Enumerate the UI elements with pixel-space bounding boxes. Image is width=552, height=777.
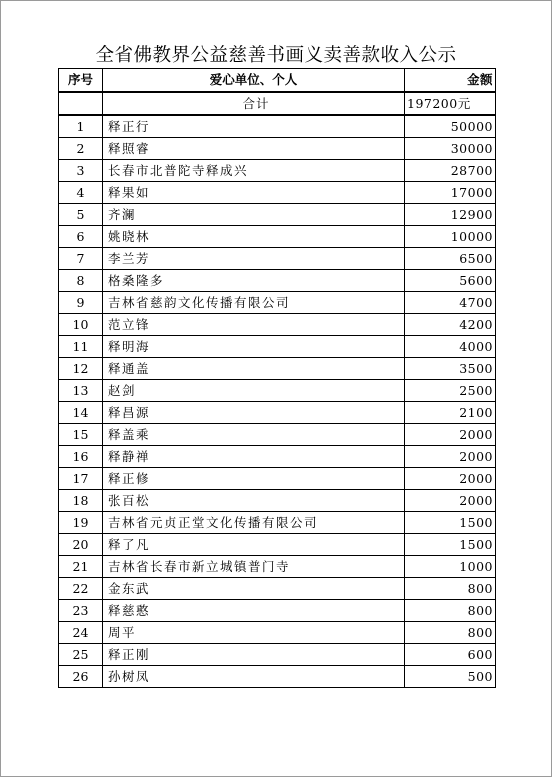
row-seq: 11: [59, 336, 103, 358]
row-amount: 1500: [405, 512, 496, 534]
table-row: [59, 666, 496, 688]
table-row: [59, 402, 496, 424]
row-donor: 吉林省长春市新立城镇普门寺: [103, 556, 405, 578]
row-seq: 10: [59, 314, 103, 336]
header-seq: 序号: [59, 69, 103, 93]
table-row: [59, 358, 496, 380]
row-donor: 姚晓林: [103, 226, 405, 248]
row-seq: 26: [59, 666, 103, 688]
row-amount: 1500: [405, 534, 496, 556]
row-donor: 释静禅: [103, 446, 405, 468]
row-donor: 释正修: [103, 468, 405, 490]
document-title: 全省佛教界公益慈善书画义卖善款收入公示: [95, 45, 457, 66]
row-donor: 释明海: [103, 336, 405, 358]
row-amount: 4700: [405, 292, 496, 314]
row-amount: 2000: [405, 468, 496, 490]
table-row: [59, 446, 496, 468]
row-donor: 释盖乘: [103, 424, 405, 446]
total-seq-cell: [59, 92, 103, 115]
row-donor: 释正行: [103, 115, 405, 138]
row-amount: 5600: [405, 270, 496, 292]
table-row: [59, 556, 496, 578]
row-seq: 19: [59, 512, 103, 534]
row-seq: 18: [59, 490, 103, 512]
row-amount: 2000: [405, 490, 496, 512]
row-amount: 3500: [405, 358, 496, 380]
row-donor: 范立锋: [103, 314, 405, 336]
row-donor: 释正刚: [103, 644, 405, 666]
table-header-row: [59, 69, 496, 93]
row-seq: 23: [59, 600, 103, 622]
row-amount: 2100: [405, 402, 496, 424]
donation-table: [58, 68, 496, 688]
row-seq: 6: [59, 226, 103, 248]
total-amount: 197200元: [405, 92, 496, 115]
row-amount: 800: [405, 578, 496, 600]
row-donor: 释昌源: [103, 402, 405, 424]
table-row: [59, 578, 496, 600]
row-amount: 30000: [405, 138, 496, 160]
row-seq: 13: [59, 380, 103, 402]
row-donor: 释通盖: [103, 358, 405, 380]
row-amount: 6500: [405, 248, 496, 270]
row-amount: 1000: [405, 556, 496, 578]
table-row: [59, 468, 496, 490]
total-label: 合计: [103, 92, 405, 115]
table-row: [59, 204, 496, 226]
table-row: [59, 644, 496, 666]
row-seq: 7: [59, 248, 103, 270]
row-amount: 4000: [405, 336, 496, 358]
table-row: [59, 600, 496, 622]
header-donor: 爱心单位、个人: [103, 69, 405, 93]
row-amount: 2000: [405, 424, 496, 446]
table-row: [59, 182, 496, 204]
table-row: [59, 138, 496, 160]
row-donor: 释果如: [103, 182, 405, 204]
row-seq: 21: [59, 556, 103, 578]
row-amount: 17000: [405, 182, 496, 204]
row-donor: 张百松: [103, 490, 405, 512]
table-row: [59, 226, 496, 248]
table-row: [59, 424, 496, 446]
row-seq: 2: [59, 138, 103, 160]
table-row: [59, 512, 496, 534]
table-row: [59, 248, 496, 270]
row-seq: 24: [59, 622, 103, 644]
row-seq: 9: [59, 292, 103, 314]
total-row: [59, 92, 496, 115]
row-seq: 20: [59, 534, 103, 556]
row-amount: 800: [405, 600, 496, 622]
table-row: [59, 490, 496, 512]
row-amount: 2000: [405, 446, 496, 468]
header-amount: 金额: [405, 69, 496, 93]
row-seq: 5: [59, 204, 103, 226]
row-amount: 600: [405, 644, 496, 666]
row-seq: 22: [59, 578, 103, 600]
row-donor: 吉林省元贞正堂文化传播有限公司: [103, 512, 405, 534]
table-row: [59, 270, 496, 292]
row-seq: 25: [59, 644, 103, 666]
row-donor: 金东武: [103, 578, 405, 600]
row-seq: 1: [59, 115, 103, 138]
table-row: [59, 534, 496, 556]
row-seq: 15: [59, 424, 103, 446]
row-seq: 14: [59, 402, 103, 424]
row-donor: 李兰芳: [103, 248, 405, 270]
row-donor: 齐澜: [103, 204, 405, 226]
table-row: [59, 314, 496, 336]
donation-table-body: [59, 69, 496, 688]
row-donor: 长春市北普陀寺释成兴: [103, 160, 405, 182]
row-donor: 释慈憨: [103, 600, 405, 622]
row-seq: 8: [59, 270, 103, 292]
row-donor: 释照睿: [103, 138, 405, 160]
row-donor: 赵剑: [103, 380, 405, 402]
row-donor: 吉林省慈韵文化传播有限公司: [103, 292, 405, 314]
row-seq: 17: [59, 468, 103, 490]
row-amount: 28700: [405, 160, 496, 182]
row-amount: 2500: [405, 380, 496, 402]
row-seq: 12: [59, 358, 103, 380]
table-row: [59, 336, 496, 358]
row-donor: 格桑隆多: [103, 270, 405, 292]
table-row: [59, 380, 496, 402]
table-row: [59, 160, 496, 182]
row-seq: 4: [59, 182, 103, 204]
table-row: [59, 292, 496, 314]
row-amount: 10000: [405, 226, 496, 248]
table-row: [59, 115, 496, 138]
row-amount: 4200: [405, 314, 496, 336]
row-amount: 12900: [405, 204, 496, 226]
row-seq: 16: [59, 446, 103, 468]
row-amount: 500: [405, 666, 496, 688]
row-seq: 3: [59, 160, 103, 182]
row-donor: 孙树凤: [103, 666, 405, 688]
row-amount: 50000: [405, 115, 496, 138]
table-row: [59, 622, 496, 644]
row-donor: 周平: [103, 622, 405, 644]
row-donor: 释了凡: [103, 534, 405, 556]
row-amount: 800: [405, 622, 496, 644]
